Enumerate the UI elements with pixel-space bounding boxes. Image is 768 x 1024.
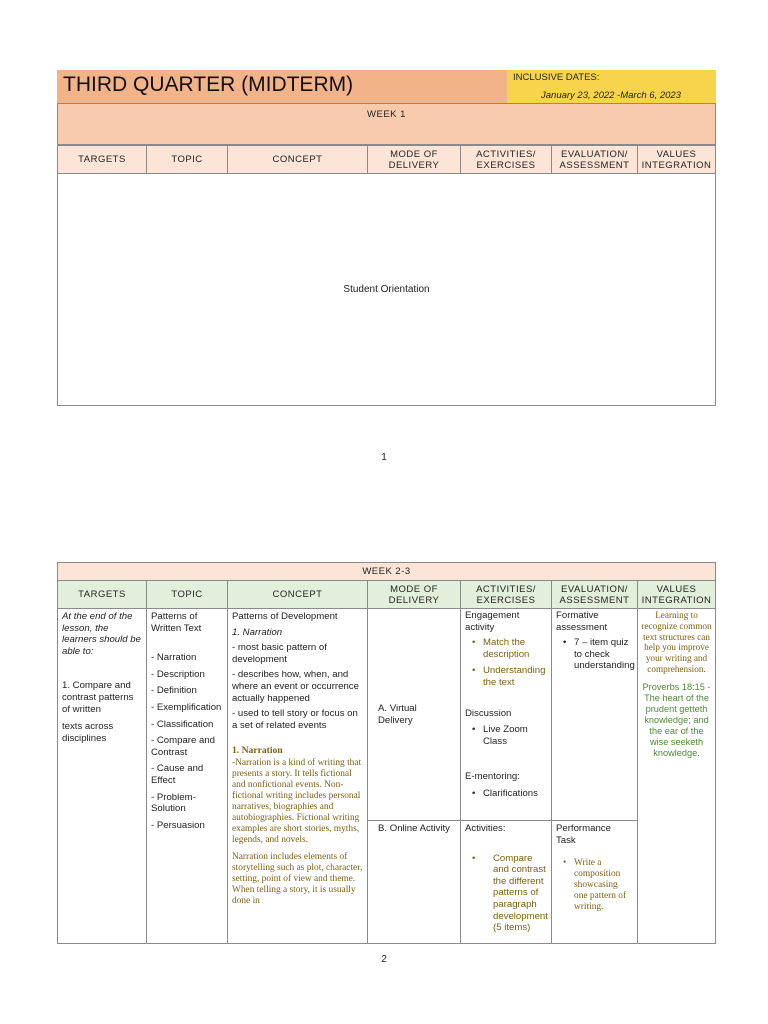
targets-objective: 1. Compare and contrast patterns of written: [62, 680, 134, 715]
topic-item: - Cause and Effect: [151, 763, 204, 786]
evaluation-cell-1: [551, 608, 638, 821]
header-activities: ACTIVITIES/ EXERCISES: [460, 580, 552, 609]
engagement-label: Engagement activity: [465, 610, 520, 633]
values-text-2: Proverbs 18:15 - The heart of the prudent getteth knowledge; and the ear of the wise seeketh knowledge.: [642, 681, 711, 758]
concept-para2: Narration includes elements of storytelling such as plot, character, setting, point of view and theme. When telling a story, it is usually done in: [232, 851, 363, 906]
header-evaluation: EVALUATION/ ASSESSMENT: [551, 145, 638, 174]
concept-point: - describes how, when, and where an event or occurrence actually happened: [232, 669, 359, 704]
mode-virtual-cell: [367, 608, 461, 821]
inclusive-dates-box: [507, 70, 716, 103]
performance-label: Performance Task: [556, 823, 611, 846]
performance-item: • Write a composition showcasing one pattern of writing.: [556, 858, 633, 913]
topic-item: - Exemplification: [151, 701, 222, 713]
ementoring-item: • Clarifications: [465, 788, 547, 800]
week-label: WEEK 2-3: [362, 566, 411, 577]
week-label: WEEK 1: [367, 109, 406, 120]
header-topic: TOPIC: [146, 145, 228, 174]
topic-item: - Compare and Contrast: [151, 735, 215, 758]
page-number: 2: [381, 954, 387, 965]
topic-item: - Persuasion: [151, 819, 205, 831]
header-mode: MODE OF DELIVERY: [367, 145, 461, 174]
topic-item: - Classification: [151, 718, 214, 730]
concept-para1: -Narration is a kind of writing that presents a story. It tells fictional and nonfictional events. Non-fictional writing includes personal narratives, biographies and autobiographies. Fictional writing examples are short stories, myths, legends, and novels.: [232, 757, 362, 845]
week-band: [57, 103, 716, 145]
concept-heading2: 1. Narration: [232, 745, 283, 757]
values-text-1: Learning to recognize common text structures can help you improve your writing and comprehension.: [641, 610, 712, 674]
targets-intro: At the end of the lesson, the learners should be able to:: [62, 611, 141, 657]
values-cell: [637, 608, 716, 944]
concept-point: - used to tell story or focus on a set of related events: [232, 708, 358, 731]
header-concept: CONCEPT: [227, 145, 368, 174]
formative-label: Formative assessment: [556, 610, 608, 633]
concept-title: Patterns of Development: [232, 611, 338, 622]
discussion-item: • Live Zoom Class: [465, 724, 547, 747]
topic-item: - Description: [151, 668, 205, 680]
evaluation-cell-2: [551, 820, 638, 944]
header-mode: MODE OF DELIVERY: [367, 580, 461, 609]
discussion-label: Discussion: [465, 707, 512, 719]
page-title: THIRD QUARTER (MIDTERM): [63, 73, 354, 96]
week1-body: [57, 173, 716, 406]
student-orientation: Student Orientation: [343, 284, 430, 295]
activities-cell-2: [460, 820, 552, 944]
mode-online: B. Online Activity: [378, 823, 450, 834]
topic-item: - Narration: [151, 652, 197, 664]
concept-sub: 1. Narration: [232, 626, 283, 638]
inclusive-dates-value: January 23, 2022 -March 6, 2023: [541, 90, 681, 101]
concept-point: - most basic pattern of development: [232, 642, 327, 665]
mode-online-cell: [367, 820, 461, 944]
page-number: 1: [381, 452, 387, 463]
ementoring-label: E-mentoring:: [465, 771, 520, 783]
targets-cell: [57, 608, 147, 944]
activities-cell-1: [460, 608, 552, 821]
concept-cell: [227, 608, 368, 944]
inclusive-dates-label: INCLUSIVE DATES:: [513, 72, 600, 83]
topic-cell: [146, 608, 228, 944]
header-activities: ACTIVITIES/ EXERCISES: [460, 145, 552, 174]
page-2: [0, 512, 768, 1024]
topic-item: - Problem-Solution: [151, 791, 196, 815]
online-activities-label: Activities:: [465, 823, 506, 834]
header-targets: TARGETS: [57, 145, 147, 174]
topic-title: Patterns of Written Text: [151, 611, 202, 634]
online-activity-item: • Compare and contrast the different patterns of paragraph development (5 items): [465, 853, 547, 934]
header-concept: CONCEPT: [227, 580, 368, 609]
header-evaluation: EVALUATION/ ASSESSMENT: [551, 580, 638, 609]
topic-item: - Definition: [151, 685, 197, 697]
header-values: VALUES INTEGRATION: [637, 145, 716, 174]
engagement-item: • Understanding the text: [465, 665, 547, 688]
formative-item: • 7 – item quiz to check understanding: [556, 637, 633, 672]
targets-objective-cont: texts across disciplines: [62, 721, 114, 744]
title-band: [57, 70, 508, 103]
header-topic: TOPIC: [146, 580, 228, 609]
engagement-item: • Match the description: [465, 637, 547, 660]
header-targets: TARGETS: [57, 580, 147, 609]
mode-virtual: A. Virtual Delivery: [378, 702, 417, 726]
header-values: VALUES INTEGRATION: [637, 580, 716, 609]
week-band: [57, 562, 716, 581]
